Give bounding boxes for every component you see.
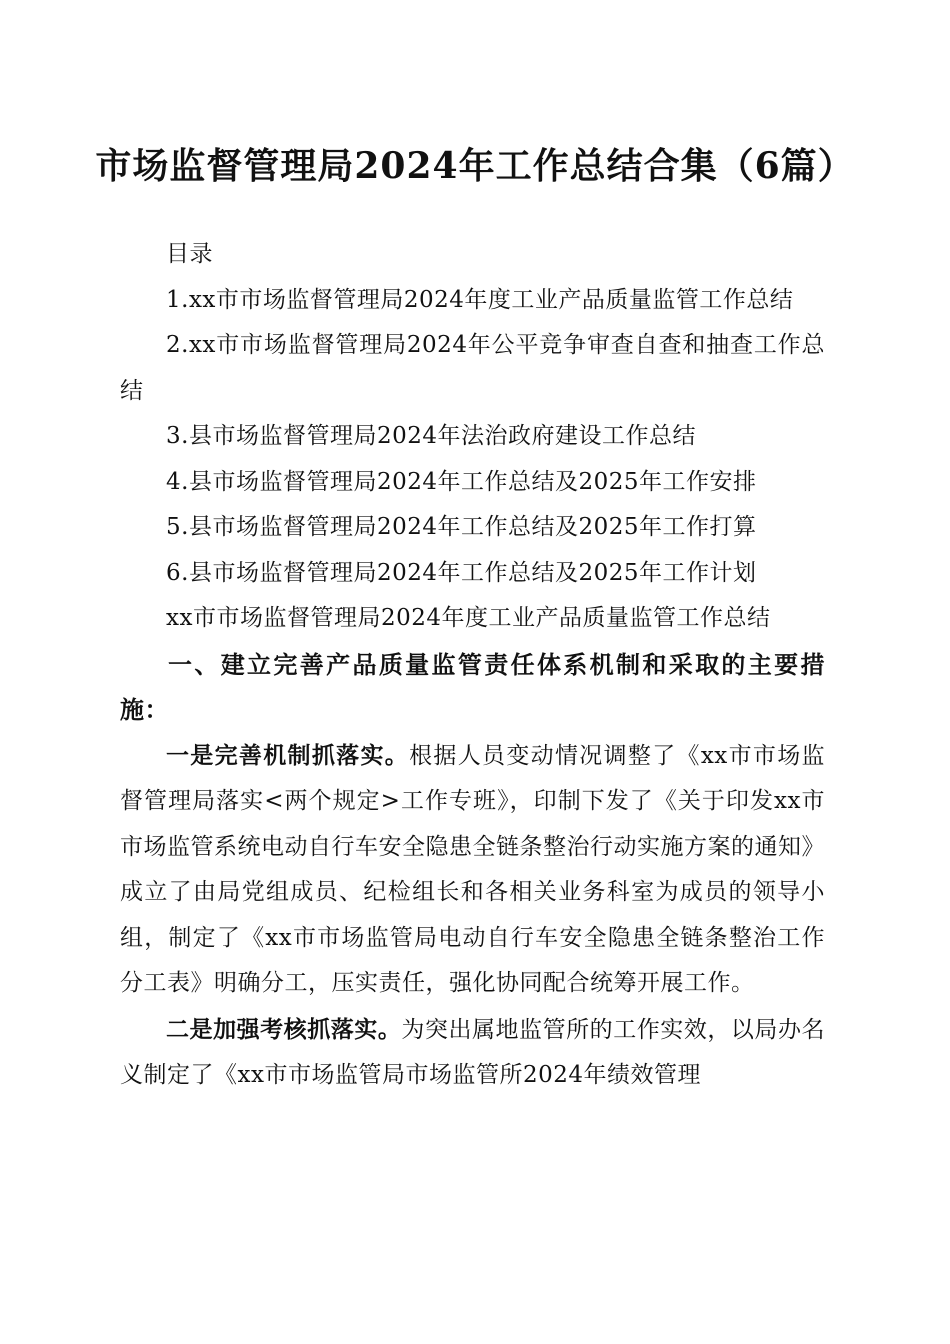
paragraph-2 bbox=[120, 1007, 825, 1099]
paragraph-2-lead: 二是加强考核抓落实。 bbox=[166, 1015, 402, 1043]
toc-item-3: 3.县市场监督管理局2024年法治政府建设工作总结 bbox=[166, 423, 696, 449]
toc-item-1: 1.xx市市场监督管理局2024年度工业产品质量监管工作总结 bbox=[166, 286, 794, 313]
toc-item-4: 4.县市场监督管理局2024年工作总结及2025年工作安排 bbox=[166, 468, 757, 495]
paragraph-1-text: 根据人员变动情况调整了《xx市市场监督管理局落实<两个规定>工作专班》，印制下发了《关于印发xx市市场监管系统电动自行车安全隐患全链条整治行动实施方案的通知》成立了由局党组成员、纪检组长和各相关业务科室为成员的领导小组，制定了《xx市市场监管局电动自行车安全隐患全链条整治工作分工表》明确分工，压实责任，强化协同配合统筹开展工作。 bbox=[120, 742, 826, 996]
paragraph-2-text: 为突出属地监管所的工作实效，以局办名义制定了《xx市市场监管局市场监管所2024年绩效管理 bbox=[120, 1016, 826, 1088]
toc-label: 目录 bbox=[166, 241, 213, 267]
toc-item-5: 5.县市场监督管理局2024年工作总结及2025年工作打算 bbox=[166, 514, 757, 540]
heading-1: 一、建立完善产品质量监管责任体系机制和采取的主要措施： bbox=[120, 649, 825, 724]
paragraph-1 bbox=[120, 733, 825, 1007]
paragraph-1-lead: 一是完善机制抓落实。 bbox=[166, 741, 410, 769]
section-title: xx市市场监督管理局2024年度工业产品质量监管工作总结 bbox=[166, 605, 771, 631]
document-title: 市场监督管理局2024年工作总结合集（6篇） bbox=[95, 145, 855, 187]
document-body bbox=[120, 232, 825, 1099]
toc-item-6: 6.县市场监督管理局2024年工作总结及2025年工作计划 bbox=[166, 559, 757, 586]
toc-item-2: 2.xx市市场监督管理局2024年公平竞争审查自查和抽查工作总结 bbox=[120, 332, 825, 404]
